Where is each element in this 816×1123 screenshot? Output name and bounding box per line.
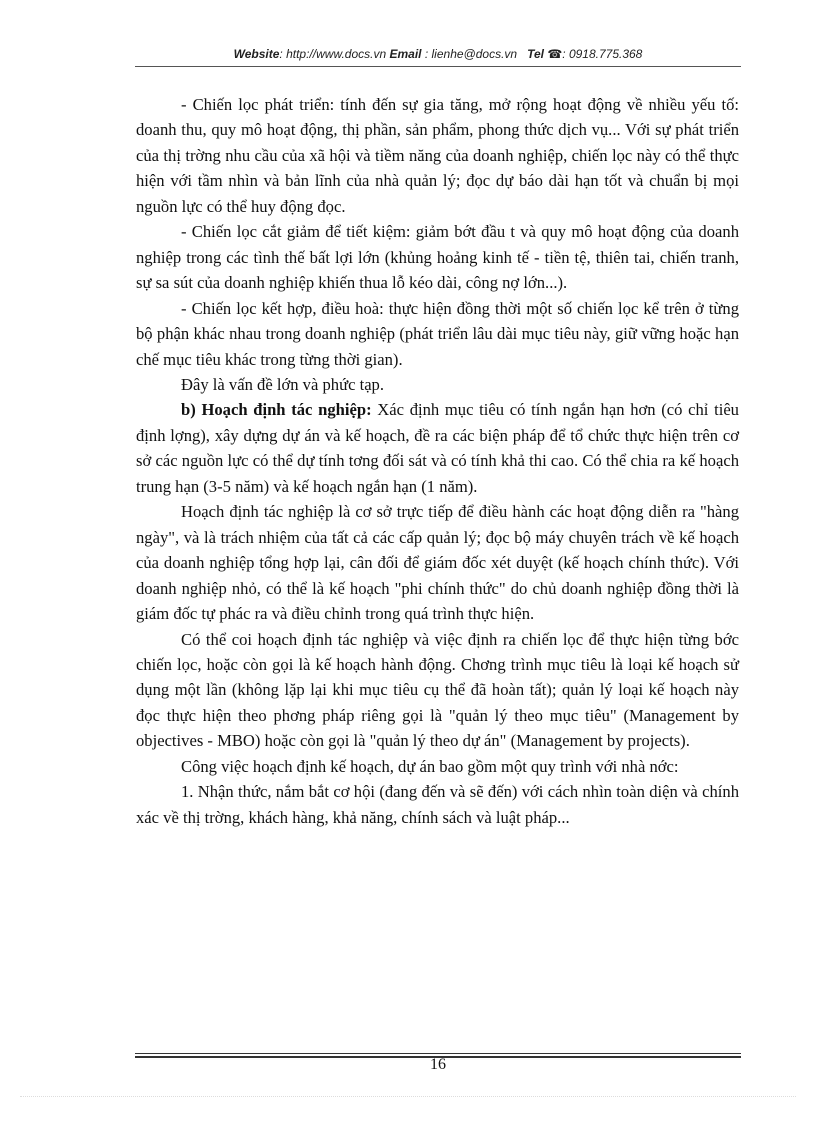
- website-label: Website: [233, 47, 280, 61]
- paragraph-operational-planning: b) Hoạch định tác nghiệp: Xác định mục tiêu có tính ngắn hạn hơn (có chỉ tiêu định lợng), xây dựng dự án và kế hoạch, đề ra các biện pháp để tổ chức thực hiện trên cơ sở các nguồn lực có thể dự tính tơng đối sát và có tính khả thi cao. Có thể chia ra kế hoạch trung hạn (3-5 năm) và kế hoạch ngắn hạn (1 năm).: [136, 400, 739, 496]
- page-edge-dots: [20, 1096, 796, 1097]
- paragraph-action-plan: Có thể coi hoạch định tác nghiệp và việc định ra chiến lọc để thực hiện từng bớc chiến lọc, hoặc còn gọi là kế hoạch hành động. Chơng trình mục tiêu là loại kế hoạch sử dụng một lần (không lặp lại khi mục tiêu cụ thể đã hoàn tất); quản lý loại kế hoạch này đọc thực hiện theo phơng pháp riêng gọi là "quản lý theo mục tiêu" (Management by objectives - MBO) hoặc còn gọi là "quản lý theo dự án" (Management by projects).: [136, 629, 739, 751]
- email-label: Email: [389, 47, 422, 61]
- paragraph-growth-strategy: - Chiến lọc phát triển: tính đến sự gia tăng, mở rộng hoạt động về nhiều yếu tố: doanh thu, quy mô hoạt động, thị phần, sản phẩm, phong thức dịch vụ... Với sự phát triển của thị trờng nhu cầu của xã hội và tiềm năng của doanh nghiệp, chiến lọc này có thể thực hiện với tầm nhìn và bản lĩnh của nhà quản lý; đọc dự báo dài hạn tốt và chuẩn bị mọi nguồn lực có thể huy động đọc.: [136, 95, 739, 216]
- website-value: : http://www.docs.vn: [279, 47, 387, 61]
- paragraph-complexity-note: Đây là vấn đề lớn và phức tạp.: [181, 374, 384, 394]
- footer-rule-thin: [135, 1053, 741, 1054]
- tel-value: : 0918.775.368: [562, 47, 643, 61]
- paragraph-planning-process: Công việc hoạch định kế hoạch, dự án bao gồm một quy trình với nhà nớc:: [181, 756, 679, 776]
- section-heading: b) Hoạch định tác nghiệp:: [181, 400, 372, 420]
- header-rule: [135, 66, 741, 67]
- paragraph-operational-basis: Hoạch định tác nghiệp là cơ sở trực tiếp để điều hành các hoạt động diễn ra "hàng ngày", và là trách nhiệm của tất cả các cấp quản lý; đọc bộ máy chuyên trách về kế hoạch của doanh nghiệp tổng hợp lại, cân đối để giám đốc xét duyệt (kế hoạch chính thức). Với doanh nghiệp nhỏ, có thể là kế hoạch "phi chính thức" do chủ doanh nghiệp đồng thời là giám đốc tự phác ra và điều chỉnh trong quá trình thực hiện.: [136, 502, 739, 624]
- page-header: [135, 47, 741, 61]
- page-number: 16: [430, 1056, 446, 1073]
- tel-label: Tel ☎: [527, 47, 563, 61]
- document-body: [136, 92, 739, 830]
- paragraph-combined-strategy: - Chiến lọc kết hợp, điều hoà: thực hiện đồng thời một số chiến lọc kể trên ở từng bộ phận khác nhau trong doanh nghiệp (phát triển lâu dài mục tiêu này, giữ vững hoặc hạn chế mục tiêu khác trong từng thời gian).: [136, 298, 739, 369]
- email-value: : lienhe@docs.vn: [424, 47, 518, 61]
- paragraph-step-one: 1. Nhận thức, nắm bắt cơ hội (đang đến và sẽ đến) với cách nhìn toàn diện và chính xác về thị trờng, khách hàng, khả năng, chính sách và luật pháp...: [136, 782, 739, 827]
- paragraph-reduction-strategy: - Chiến lọc cắt giảm để tiết kiệm: giảm bớt đầu t và quy mô hoạt động của doanh nghiệp trong các tình thế bất lợi lớn (khủng hoảng kinh tế - tiền tệ, thiên tai, chiến tranh, sự sa sút của doanh nghiệp khiến thua lỗ kéo dài, công nợ lớn...).: [136, 222, 739, 293]
